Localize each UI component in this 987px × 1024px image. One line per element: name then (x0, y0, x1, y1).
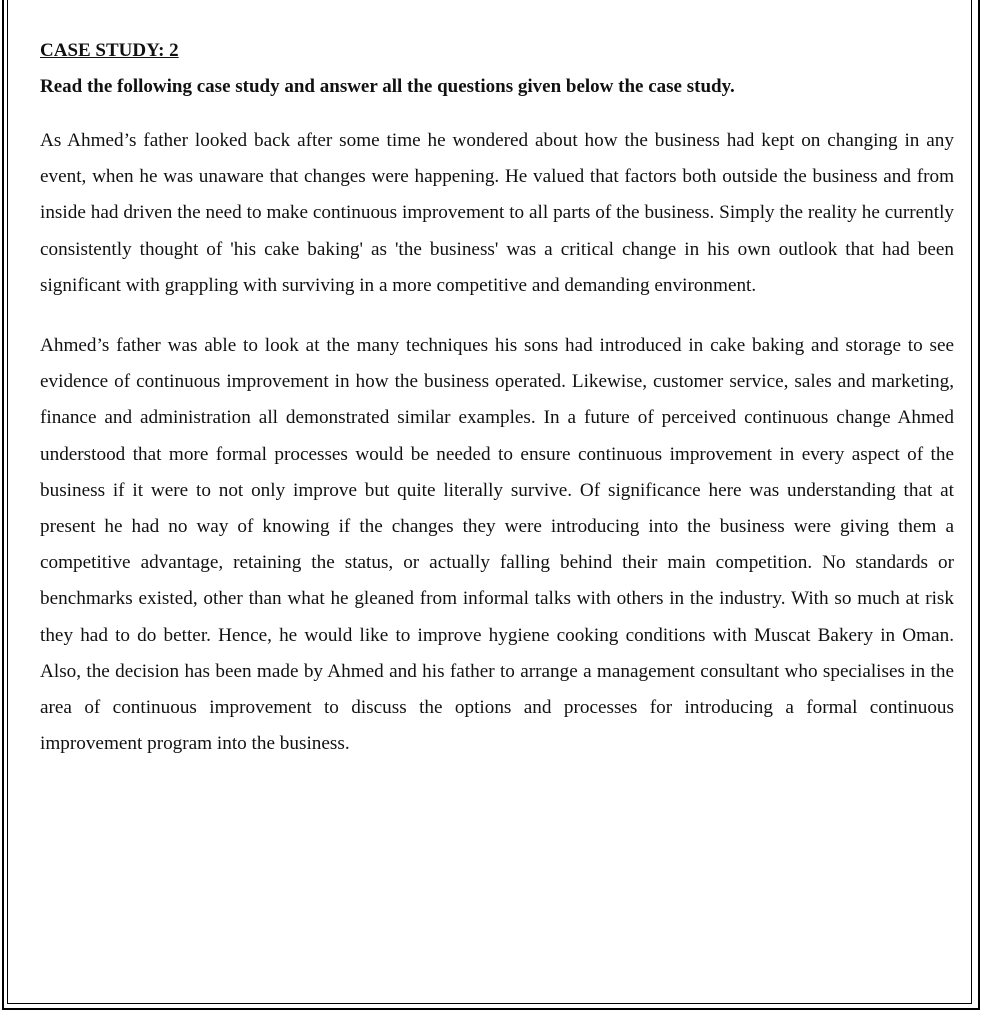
case-study-instruction: Read the following case study and answer all the questions given below the case study. (40, 76, 735, 97)
case-study-heading: CASE STUDY: 2 (40, 40, 179, 61)
case-study-content (40, 38, 954, 762)
paragraph-1: As Ahmed’s father looked back after some time he wondered about how the business had kept on changing in any event, when he was unaware that changes were happening. He valued that factors both outside the business and from inside had driven the need to make continuous improvement to all parts of the business. Simply the reality he currently consistently thought of 'his cake baking' as 'the business' was a critical change in his own outlook that had been significant with grappling with surviving in a more competitive and demanding environment. (40, 130, 954, 296)
paragraph-2: Ahmed’s father was able to look at the many techniques his sons had introduced in cake baking and storage to see evidence of continuous improvement in how the business operated. Likewise, customer service, sales and marketing, finance and administration all demonstrated similar examples. In a future of perceived continuous change Ahmed understood that more formal processes would be needed to ensure continuous improvement in every aspect of the business if it were to not only improve but quite literally survive. Of significance here was understanding that at present he had no way of knowing if the changes they were introducing into the business were giving them a competitive advantage, retaining the status, or actually falling behind their main competition. No standards or benchmarks existed, other than what he gleaned from informal talks with others in the industry. With so much at risk they had to do better. Hence, he would like to improve hygiene cooking conditions with Muscat Bakery in Oman. Also, the decision has been made by Ahmed and his father to arrange a management consultant who specialises in the area of continuous improvement to discuss the options and processes for introducing a formal continuous improvement program into the business. (40, 335, 954, 755)
